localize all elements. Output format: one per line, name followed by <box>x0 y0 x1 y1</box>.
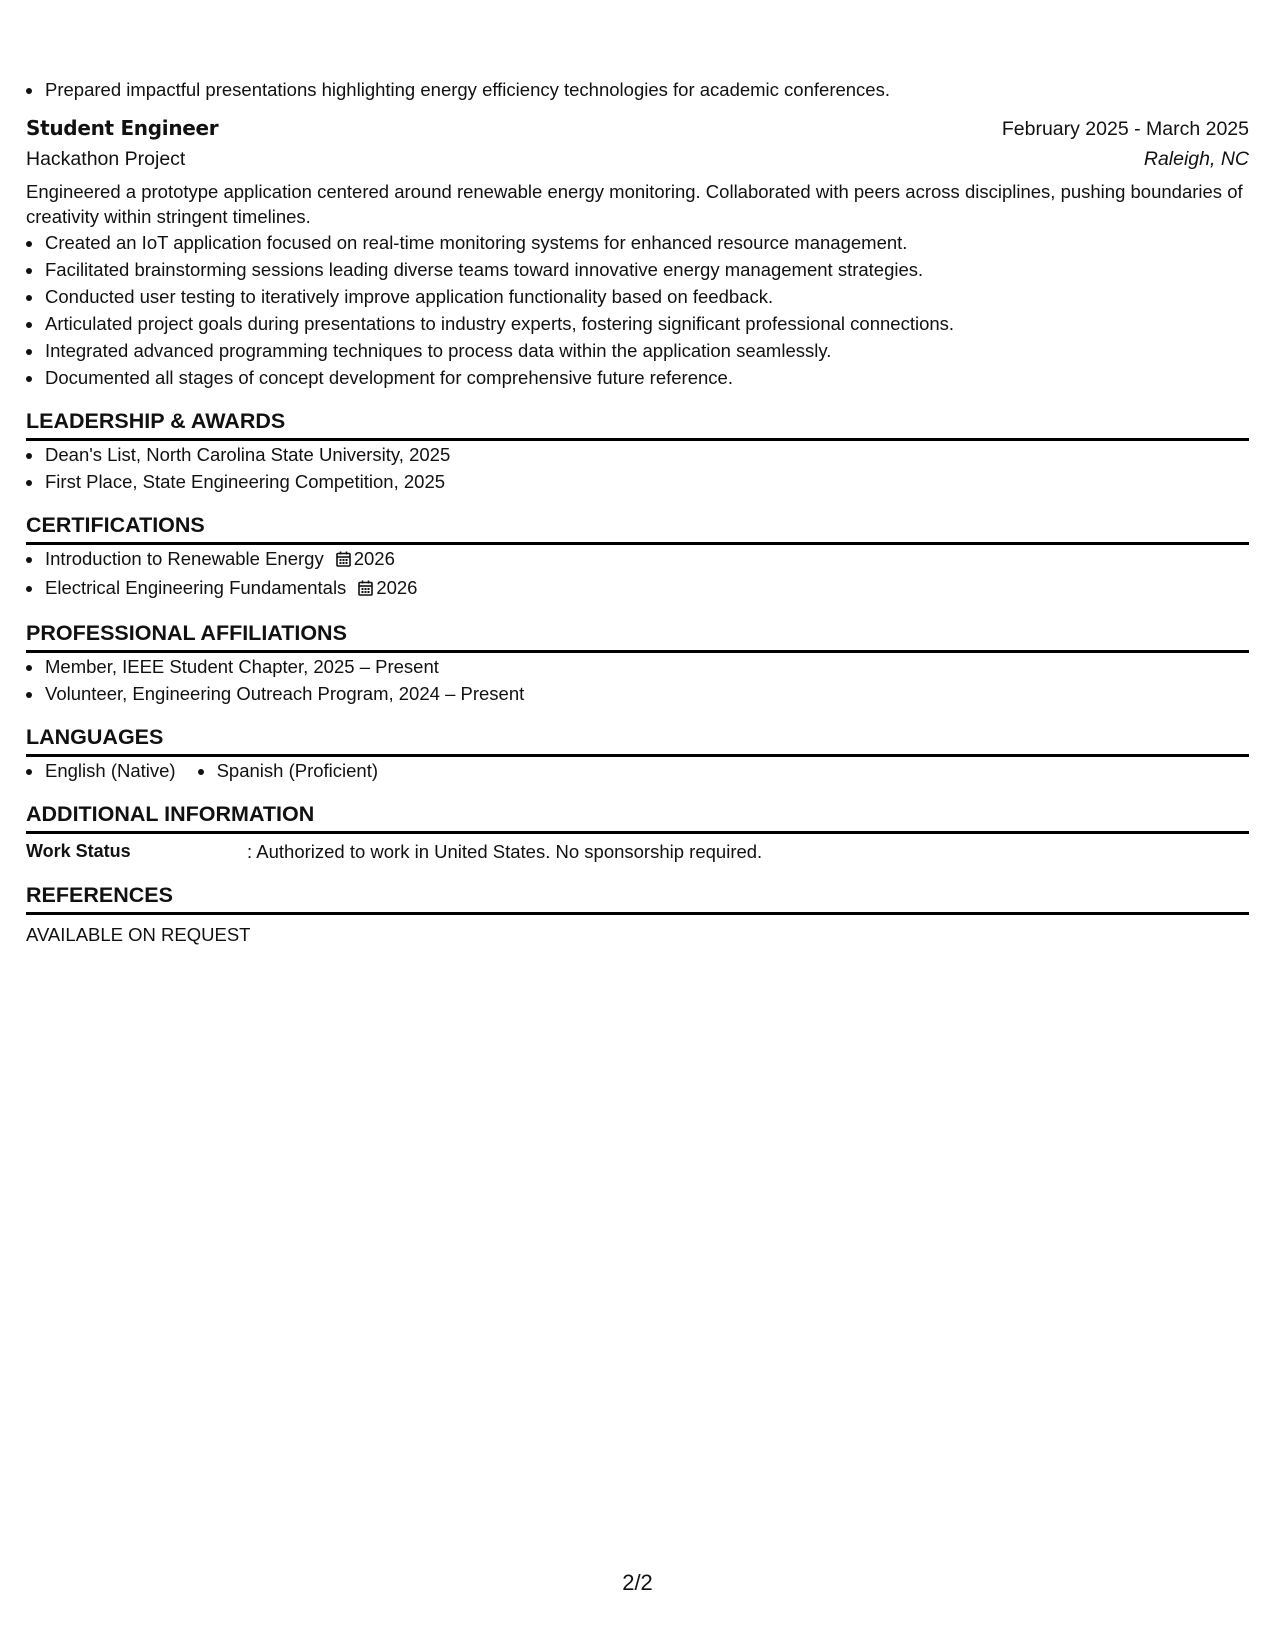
list-item: • Dean's List, North Carolina State University, 2025 <box>44 441 1249 468</box>
list-item: • First Place, State Engineering Competition, 2025 <box>44 468 1249 495</box>
work-status-row <box>26 838 1249 865</box>
certification-name: Introduction to Renewable Energy <box>45 548 324 569</box>
list-item: • Volunteer, Engineering Outreach Program, 2024 – Present <box>44 680 1249 707</box>
list-item: • Created an IoT application focused on real-time monitoring systems for enhanced resource management. <box>44 229 1249 256</box>
certification-year: 2026 <box>376 577 418 598</box>
list-item: • Integrated advanced programming techniques to process data within the application seamlessly. <box>44 337 1249 364</box>
section-title-certifications: CERTIFICATIONS <box>26 511 1249 545</box>
certification-item <box>44 574 1249 603</box>
leadership-list <box>26 441 1249 495</box>
work-status-value: : Authorized to work in United States. No sponsorship required. <box>247 841 763 862</box>
list-item: • Member, IEEE Student Chapter, 2025 – Present <box>44 653 1249 680</box>
calendar-icon <box>358 576 373 603</box>
previous-job-bullets <box>26 76 1249 103</box>
job-bullets <box>26 229 1249 391</box>
language-item: • Spanish (Proficient) <box>216 757 378 784</box>
section-title-references: REFERENCES <box>26 881 1249 915</box>
certifications-list <box>26 545 1249 603</box>
languages-list <box>26 757 1249 784</box>
job-location: Raleigh, NC <box>1143 148 1249 170</box>
list-item: • Conducted user testing to iteratively improve application functionality based on feedback. <box>44 283 1249 310</box>
references-text: AVAILABLE ON REQUEST <box>26 924 251 945</box>
calendar-icon <box>336 547 351 574</box>
affiliations-list <box>26 653 1249 707</box>
page-number: 2/2 <box>622 1570 653 1595</box>
section-title-languages: LANGUAGES <box>26 723 1249 757</box>
job-title: Student Engineer <box>26 116 219 140</box>
job-subheader <box>26 145 1249 173</box>
certification-name: Electrical Engineering Fundamentals <box>45 577 347 598</box>
section-title-leadership: LEADERSHIP & AWARDS <box>26 407 1249 441</box>
language-item: • English (Native) <box>44 757 176 784</box>
list-item: • Prepared impactful presentations highlighting energy efficiency technologies for academic conferences. <box>44 76 1249 103</box>
list-item: • Facilitated brainstorming sessions leading diverse teams toward innovative energy management strategies. <box>44 256 1249 283</box>
job-organization: Hackathon Project <box>26 148 186 170</box>
list-item: • Articulated project goals during presentations to industry experts, fostering significant professional connections. <box>44 310 1249 337</box>
job-summary: Engineered a prototype application centered around renewable energy monitoring. Collaborated with peers across disciplines, pushing boundaries of creativity within stringent timelines. <box>26 181 1243 227</box>
job-header <box>26 114 1249 143</box>
work-status-label: Work Status <box>26 841 131 861</box>
job-dates: February 2025 - March 2025 <box>1001 118 1249 140</box>
list-item: • Documented all stages of concept development for comprehensive future reference. <box>44 364 1249 391</box>
certification-item <box>44 545 1249 574</box>
section-title-additional: ADDITIONAL INFORMATION <box>26 800 1249 834</box>
section-title-affiliations: PROFESSIONAL AFFILIATIONS <box>26 619 1249 653</box>
certification-year: 2026 <box>353 548 395 569</box>
resume-page <box>26 76 1249 948</box>
